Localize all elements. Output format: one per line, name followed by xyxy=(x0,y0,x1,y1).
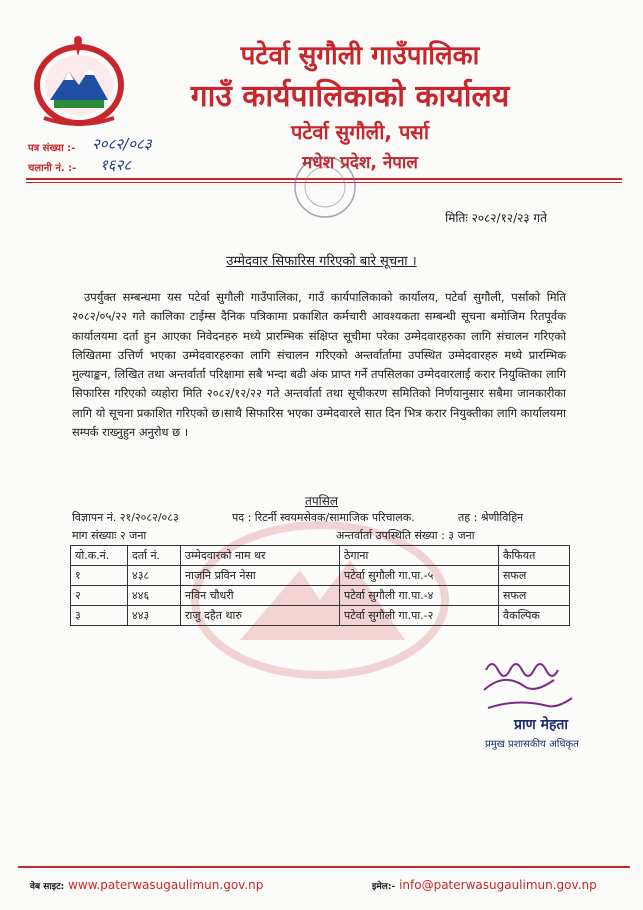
vigyapan-number: विज्ञापन नं. २१/२०८२/०८३ xyxy=(72,511,179,524)
office-province-line: मधेश प्रदेश, नेपाल xyxy=(302,153,418,173)
office-name-line1: पटेर्वा सुगौली गाउँपालिका xyxy=(240,41,480,71)
website-label: वेब साइट: xyxy=(30,882,65,892)
patra-sankhya-value: २०८२/०८३ xyxy=(92,135,152,153)
table-header-row xyxy=(71,546,570,566)
cell-remarks: सफल xyxy=(499,566,570,586)
level-text: तह : श्रेणीविहिन xyxy=(458,511,524,524)
candidate-table xyxy=(70,545,570,626)
patra-sankhya-label: पत्र संख्या :- xyxy=(28,143,76,154)
email-label: इमेल:- xyxy=(372,882,396,892)
notice-subject-text: उम्मेदवार सिफारिस गरिएको बारे सूचना । xyxy=(226,254,417,269)
cell-serial: १ xyxy=(71,566,128,586)
chalani-number-value: १६२८ xyxy=(100,156,132,174)
cell-serial: २ xyxy=(71,586,128,606)
col-candidate-name: उम्मेदवारको नाम थर xyxy=(181,546,340,566)
cell-registration: ४४३ xyxy=(128,606,181,626)
cell-address: पटेर्वा सुगौली गा.पा.-२ xyxy=(340,606,499,626)
table-row xyxy=(71,586,570,606)
col-address: ठेगाना xyxy=(340,546,499,566)
officer-title: प्रमुख प्रशासकीय अधिकृत xyxy=(485,739,579,750)
office-seal-stamp-icon xyxy=(285,152,365,222)
post-name: पद : रिटर्नी स्वयमसेवक/सामाजिक परिचालक. xyxy=(232,511,415,524)
email-link[interactable]: info@paterwasugaulimun.gov.np xyxy=(399,878,597,892)
footer-rule xyxy=(18,866,630,868)
officer-name: प्राण मेहता xyxy=(514,717,568,733)
table-row xyxy=(71,566,570,586)
chalani-number-label: चलानी नं. :- xyxy=(28,163,77,174)
cell-registration: ४३८ xyxy=(128,566,181,586)
cell-registration: ४४६ xyxy=(128,586,181,606)
demand-count: माग संख्याः २ जना xyxy=(72,529,147,542)
cell-remarks: वैकल्पिक xyxy=(499,606,570,626)
cell-address: पटेर्वा सुगौली गा.पा.-४ xyxy=(340,586,499,606)
cell-name: नाजनि प्रविन नेसा xyxy=(181,566,340,586)
col-serial: यो.क.नं. xyxy=(71,546,128,566)
nepal-emblem-icon xyxy=(24,30,134,130)
footer-website xyxy=(30,878,263,892)
col-registration: दर्ता नं. xyxy=(128,546,181,566)
notice-subject xyxy=(0,251,643,269)
cell-name: नविन चौधरी xyxy=(181,586,340,606)
notice-body: उपर्युक्त सम्बन्धमा यस पटेर्वा सुगौली गाउँपालिका, गाउँ कार्यपालिकाको कार्यालय, पटेर्वा सुगौली, पर्साको मिति २०८२/०५/२२ गते कालिका टाईम्स दैनिक पत्रिकामा प्रकाशित कर्मचारी आवश्यकता सम्बन्धी सूचना बमोजिम रितपूर्वक कार्यालयमा दर्ता हुन आएका निवेदनहरु मध्ये प्रारम्भिक संक्षिप्त सूचीमा परेका उम्मेदवारहरुका लागि संचालन गरिएको लिखितमा उत्तिर्ण भएका उम्मेदवारहरुका लागि संचालन गरिएको अन्तर्वार्तामा उपस्थित उम्मेदवारहरु मध्ये प्रारम्भिक मुल्याङ्कन, लिखित तथा अन्तर्वार्ता परिक्षामा सबै भन्दा बढी अंक प्राप्त गर्ने तपसिलका उम्मेदवारलाई करार नियुक्तिका लागि सिफारिस गरिएको व्यहोरा मिति २०८२/१२/२२ गते अन्तर्वार्ता तथा सूचीकरण समितिको निर्णयानुसार सबैमा जानकारीका लागि यो सूचना प्रकाशित गरिएको छ।साथै सिफारिस भएका उम्मेदवारले सात दिन भित्र करार नियुक्तीका लागि कार्यालयमा सम्पर्क राख्नुहुन अनुरोध छ । xyxy=(72,290,566,440)
letter-date: मितिः २०८२/१२/२३ गते xyxy=(445,211,547,225)
tapsil-text: तपसिल xyxy=(304,494,338,508)
col-remarks: कैफियत xyxy=(499,546,570,566)
office-name-line2: गाउँ कार्यपालिकाको कार्यालय xyxy=(190,79,510,114)
interview-attendance: अन्तर्वार्ता उपस्थिति संख्या : ३ जना xyxy=(336,529,475,542)
cell-serial: ३ xyxy=(71,606,128,626)
website-link[interactable]: www.paterwasugaulimun.gov.np xyxy=(68,878,264,892)
tapsil-heading xyxy=(0,492,643,509)
footer-email xyxy=(372,878,597,892)
cell-remarks: सफल xyxy=(499,586,570,606)
cell-name: राजु दहैत थारु xyxy=(181,606,340,626)
cell-address: पटेर्वा सुगौली गा.पा.-५ xyxy=(340,566,499,586)
office-address-line: पटेर्वा सुगौली, पर्सा xyxy=(290,120,430,144)
table-row xyxy=(71,606,570,626)
